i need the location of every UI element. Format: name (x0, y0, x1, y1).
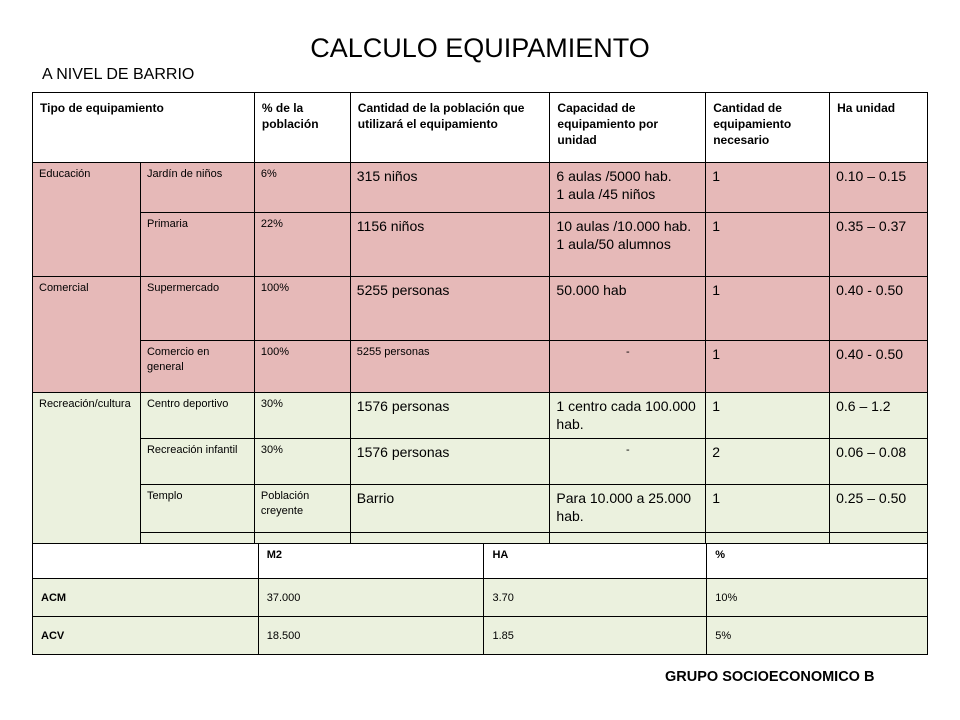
cell-porcentaje: 22% (254, 213, 350, 277)
summary-pct: 10% (707, 579, 928, 617)
table-row (33, 277, 928, 341)
summary-row (33, 579, 928, 617)
cell-porcentaje: 100% (254, 341, 350, 393)
cell-capacidad: 10 aulas /10.000 hab. 1 aula/50 alumnos (550, 213, 706, 277)
cell-cantidad: 1576 personas (350, 393, 550, 439)
table-header-row (33, 93, 928, 163)
header-capacidad: Capacidad de equipamiento por unidad (550, 93, 706, 163)
summary-label: ACM (33, 579, 259, 617)
cell-capacidad: Para 10.000 a 25.000 hab. (550, 485, 706, 533)
cell-porcentaje: 6% (254, 163, 350, 213)
cell-porcentaje: 100% (254, 277, 350, 341)
cell-necesario: 1 (706, 485, 830, 533)
cell-cantidad: 5255 personas (350, 277, 550, 341)
summary-header-m2: M2 (258, 544, 484, 579)
cell-ha: 0.40 - 0.50 (830, 341, 928, 393)
cell-ha: 0.25 – 0.50 (830, 485, 928, 533)
table-row-spacer (33, 533, 928, 544)
cell-ha: 0.35 – 0.37 (830, 213, 928, 277)
header-porcentaje: % de la población (254, 93, 350, 163)
table-row (33, 393, 928, 439)
category-comercial: Comercial (33, 277, 141, 393)
category-recreacion: Recreación/cultura (33, 393, 141, 544)
header-ha: Ha unidad (830, 93, 928, 163)
cell-ha: 0.06 – 0.08 (830, 439, 928, 485)
cell-porcentaje: 30% (254, 439, 350, 485)
page-subtitle: A NIVEL DE BARRIO (42, 66, 195, 83)
cell-tipo: Centro deportivo (140, 393, 254, 439)
cell-capacidad: - (550, 439, 706, 485)
cell-capacidad: - (550, 341, 706, 393)
summary-ha: 3.70 (484, 579, 707, 617)
cell-cantidad: 315 niños (350, 163, 550, 213)
cell-necesario: 1 (706, 213, 830, 277)
table-row (33, 485, 928, 533)
summary-label: ACV (33, 617, 259, 655)
summary-row (33, 617, 928, 655)
table-row (33, 439, 928, 485)
cell-tipo: Primaria (140, 213, 254, 277)
summary-ha: 1.85 (484, 617, 707, 655)
cell-cantidad: 1576 personas (350, 439, 550, 485)
cell-tipo: Recreación infantil (140, 439, 254, 485)
cell-ha: 0.10 – 0.15 (830, 163, 928, 213)
summary-header-empty (33, 544, 259, 579)
cell-cantidad: Barrio (350, 485, 550, 533)
summary-m2: 18.500 (258, 617, 484, 655)
summary-table (32, 543, 928, 655)
cell-tipo: Supermercado (140, 277, 254, 341)
socioeconomic-group-label: GRUPO SOCIOECONOMICO B (665, 669, 875, 685)
summary-header-row (33, 544, 928, 579)
cell-necesario: 1 (706, 341, 830, 393)
summary-m2: 37.000 (258, 579, 484, 617)
equipment-table (32, 92, 928, 544)
category-educacion: Educación (33, 163, 141, 277)
cell-tipo: Comercio en general (140, 341, 254, 393)
cell-tipo: Jardín de niños (140, 163, 254, 213)
cell-tipo: Templo (140, 485, 254, 533)
cell-necesario: 1 (706, 277, 830, 341)
cell-capacidad: 50.000 hab (550, 277, 706, 341)
header-necesario: Cantidad de equipamiento necesario (706, 93, 830, 163)
summary-header-ha: HA (484, 544, 707, 579)
cell-cantidad: 1156 niños (350, 213, 550, 277)
table-row (33, 213, 928, 277)
cell-necesario: 1 (706, 163, 830, 213)
header-cantidad: Cantidad de la población que utilizará el equipamiento (350, 93, 550, 163)
cell-porcentaje: 30% (254, 393, 350, 439)
cell-ha: 0.6 – 1.2 (830, 393, 928, 439)
cell-ha: 0.40 - 0.50 (830, 277, 928, 341)
cell-necesario: 2 (706, 439, 830, 485)
cell-cantidad: 5255 personas (350, 341, 550, 393)
cell-necesario: 1 (706, 393, 830, 439)
cell-porcentaje: Población creyente (254, 485, 350, 533)
table-row (33, 341, 928, 393)
header-tipo: Tipo de equipamiento (33, 93, 255, 163)
page-title: CALCULO EQUIPAMIENTO (310, 33, 650, 63)
cell-capacidad: 1 centro cada 100.000 hab. (550, 393, 706, 439)
cell-capacidad: 6 aulas /5000 hab. 1 aula /45 niños (550, 163, 706, 213)
summary-pct: 5% (707, 617, 928, 655)
summary-header-pct: % (707, 544, 928, 579)
table-row (33, 163, 928, 213)
